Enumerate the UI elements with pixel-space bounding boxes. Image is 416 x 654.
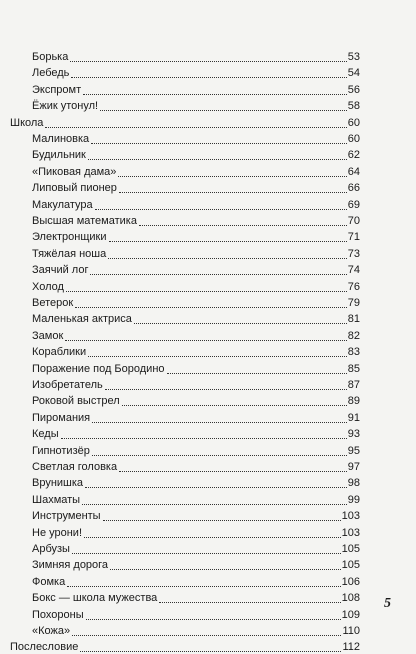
toc-entry-title: Холод xyxy=(32,280,64,293)
dot-leader xyxy=(70,60,346,62)
toc-entry xyxy=(32,179,360,195)
toc-entry xyxy=(32,64,360,80)
toc-entry-title: Пиромания xyxy=(32,411,91,424)
toc-entry-page: 82 xyxy=(347,329,360,342)
toc-entry-title: Макулатура xyxy=(32,198,93,211)
toc-entry xyxy=(10,114,360,130)
dot-leader xyxy=(86,618,341,620)
toc-entry-title: Замок xyxy=(32,329,64,342)
toc-entry-page: 66 xyxy=(347,182,360,195)
toc-entry-page: 60 xyxy=(347,133,360,145)
toc-entry-page: 56 xyxy=(347,83,360,96)
toc-entry-title: Высшая математика xyxy=(32,215,137,227)
toc-entry-title: Шахматы xyxy=(32,493,81,506)
toc-entry xyxy=(32,376,360,392)
dot-leader xyxy=(72,552,341,554)
dot-leader xyxy=(67,585,340,587)
dot-leader xyxy=(90,273,346,275)
toc-entry-title: Экспромт xyxy=(32,83,82,96)
toc-entry xyxy=(32,146,360,162)
toc-entry-title: Не урони! xyxy=(32,526,83,539)
toc-entry-title: Электронщики xyxy=(32,231,107,244)
toc-entry-page: 76 xyxy=(347,280,360,293)
toc-entry xyxy=(32,442,360,458)
toc-entry-title: Школа xyxy=(10,116,44,129)
toc-entry-title: Заячий лог xyxy=(32,264,89,277)
toc-entry-title: Тяжёлая ноша xyxy=(32,247,107,260)
toc-entry xyxy=(32,573,360,589)
toc-entry xyxy=(32,392,360,408)
dot-leader xyxy=(45,126,346,128)
toc-entry-page: 103 xyxy=(341,526,360,539)
toc-entry-page: 93 xyxy=(347,428,360,441)
toc-entry-page: 69 xyxy=(347,198,360,211)
toc-entry-title: Похороны xyxy=(32,608,84,621)
toc-entry xyxy=(32,458,360,474)
toc-entry xyxy=(32,343,360,359)
toc-entry-page: 54 xyxy=(347,67,360,80)
toc-entry-title: Послесловие xyxy=(10,641,79,654)
toc-entry-page: 58 xyxy=(347,100,360,113)
toc-entry-page: 60 xyxy=(347,116,360,129)
toc-entry-page: 108 xyxy=(341,592,360,605)
toc-entry-page: 95 xyxy=(347,444,360,457)
dot-leader xyxy=(61,437,347,439)
toc-entry xyxy=(32,589,360,605)
toc-entry-title: Бокс — школа мужества xyxy=(32,592,158,605)
toc-entry xyxy=(32,556,360,572)
toc-entry xyxy=(32,81,360,97)
dot-leader xyxy=(103,519,341,521)
toc-entry xyxy=(32,294,360,310)
dot-leader xyxy=(100,109,347,111)
toc-entry xyxy=(32,245,360,261)
toc-entry xyxy=(32,48,360,64)
toc-entry xyxy=(32,163,360,179)
toc-entry-page: 85 xyxy=(347,362,360,375)
toc-entry-title: «Пиковая дама» xyxy=(32,165,117,178)
toc-entry-page: 91 xyxy=(347,411,360,424)
dot-leader xyxy=(84,536,341,538)
toc-entry-title: Врунишка xyxy=(32,477,84,490)
toc-entry-page: 112 xyxy=(342,641,360,654)
toc-entry-title: Арбузы xyxy=(32,543,70,555)
toc-entry-page: 105 xyxy=(341,543,360,555)
toc-entry-title: Фомка xyxy=(32,575,66,588)
dot-leader xyxy=(105,388,347,390)
dot-leader xyxy=(108,257,347,259)
toc-entry xyxy=(32,540,360,556)
dot-leader xyxy=(75,306,347,308)
toc-entry-page: 62 xyxy=(347,149,360,162)
toc-entry-title: Инструменты xyxy=(32,510,101,523)
toc-entry xyxy=(32,524,360,540)
toc-entry xyxy=(10,638,360,654)
toc-entry-title: Гипнотизёр xyxy=(32,444,90,457)
toc-entry xyxy=(32,97,360,113)
toc-entry-title: Маленькая актриса xyxy=(32,313,132,326)
toc-entry-title: Малиновка xyxy=(32,133,90,145)
toc-entry xyxy=(32,228,360,244)
dot-leader xyxy=(80,650,341,652)
toc-entry xyxy=(32,491,360,507)
dot-leader xyxy=(88,355,347,357)
toc-entry-page: 70 xyxy=(347,215,360,227)
dot-leader xyxy=(167,372,347,374)
toc-entry xyxy=(32,278,360,294)
toc-entry-title: Борька xyxy=(32,51,69,63)
dot-leader xyxy=(118,175,346,177)
dot-leader xyxy=(109,240,347,242)
toc-entry xyxy=(32,622,360,638)
dot-leader xyxy=(83,93,347,95)
toc-entry-page: 109 xyxy=(341,608,360,621)
toc-entry xyxy=(32,327,360,343)
toc-entry-title: Ветерок xyxy=(32,297,74,309)
toc-entry-title: Лебедь xyxy=(32,67,70,80)
dot-leader xyxy=(85,486,347,488)
dot-leader xyxy=(88,158,347,160)
toc-entry-title: Кораблики xyxy=(32,346,87,359)
toc-entry xyxy=(32,507,360,523)
toc-entry xyxy=(32,606,360,622)
toc-entry-title: Ёжик утонул! xyxy=(32,100,99,113)
dot-leader xyxy=(82,503,347,505)
toc-entry-title: «Кожа» xyxy=(32,625,71,637)
toc-entry-page: 110 xyxy=(342,625,360,637)
toc-entry-title: Светлая головка xyxy=(32,461,118,473)
dot-leader xyxy=(134,322,347,324)
toc-entry xyxy=(32,360,360,376)
toc-entry xyxy=(32,130,360,146)
toc-entry-title: Будильник xyxy=(32,149,86,162)
dot-leader xyxy=(65,339,346,341)
toc-entry-page: 79 xyxy=(347,297,360,309)
toc-entry-page: 105 xyxy=(341,559,360,572)
dot-leader xyxy=(139,224,347,226)
toc-entry-page: 106 xyxy=(341,575,360,588)
toc-entry-title: Липовый пионер xyxy=(32,182,117,195)
toc-entry-title: Поражение под Бородино xyxy=(32,362,165,375)
dot-leader xyxy=(71,76,346,78)
toc-entry-page: 89 xyxy=(347,395,360,408)
toc-entry-page: 74 xyxy=(347,264,360,277)
toc-entry xyxy=(32,196,360,212)
toc-entry-title: Зимняя дорога xyxy=(32,559,109,572)
toc-entry-page: 53 xyxy=(347,51,360,63)
toc-entry-title: Роковой выстрел xyxy=(32,395,120,408)
dot-leader xyxy=(72,634,341,636)
toc-entry-page: 103 xyxy=(341,510,360,523)
toc-entry xyxy=(32,212,360,228)
toc-entry-page: 73 xyxy=(347,247,360,260)
dot-leader xyxy=(119,191,347,193)
toc-entry xyxy=(32,310,360,326)
toc-entry-page: 97 xyxy=(347,461,360,473)
toc-entry-title: Кеды xyxy=(32,428,59,441)
toc-entry-page: 64 xyxy=(347,165,360,178)
toc-entry-page: 98 xyxy=(347,477,360,490)
toc-entry-title: Изобретатель xyxy=(32,379,103,391)
toc-entry-page: 71 xyxy=(347,231,360,244)
dot-leader xyxy=(95,208,347,210)
toc-entry xyxy=(32,425,360,441)
toc-entry xyxy=(32,261,360,277)
dot-leader xyxy=(159,601,340,603)
dot-leader xyxy=(110,568,341,570)
dot-leader xyxy=(91,142,347,144)
toc-entry-page: 87 xyxy=(347,379,360,391)
dot-leader xyxy=(119,470,347,472)
toc-entry-page: 83 xyxy=(347,346,360,359)
toc-entry-page: 81 xyxy=(347,313,360,326)
dot-leader xyxy=(66,290,347,292)
page-number: 5 xyxy=(384,596,391,611)
toc-entry-page: 99 xyxy=(347,493,360,506)
dot-leader xyxy=(92,454,347,456)
dot-leader xyxy=(122,404,347,406)
dot-leader xyxy=(92,421,347,423)
toc-entry xyxy=(32,409,360,425)
toc-entry xyxy=(32,474,360,490)
